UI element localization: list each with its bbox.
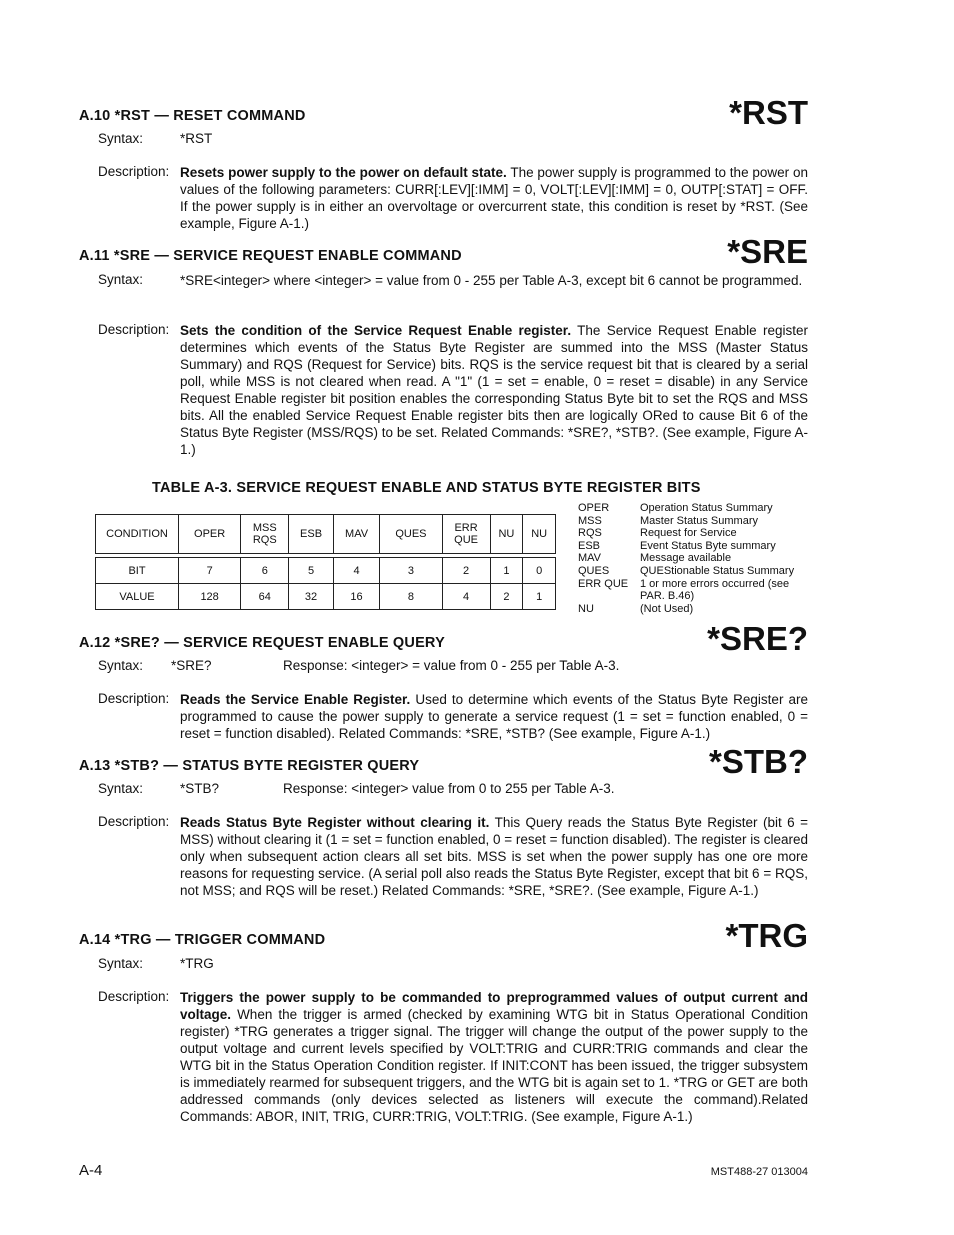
syntax-value: *SRE? bbox=[171, 658, 212, 673]
document-id: MST488-27 013004 bbox=[710, 1166, 808, 1178]
table-header-row bbox=[96, 515, 556, 554]
description-body: Used to determine which events of the Status Byte Register are programmed to cause the power supply to generate a service request (1 = set = function enabled, 0 = reset = function disabled). Related Commands: *SRE, *STB? (See example, Figure A-1.) bbox=[180, 692, 808, 741]
description-text bbox=[180, 164, 808, 232]
legend-key: MSS bbox=[578, 514, 602, 527]
section-heading-stb: A.13 *STB? — STATUS BYTE REGISTER QUERY bbox=[79, 758, 420, 774]
legend-key: ESB bbox=[578, 539, 601, 552]
description-text bbox=[180, 814, 808, 899]
legend-item bbox=[578, 515, 820, 528]
table-cell: CONDITION bbox=[96, 515, 179, 554]
command-title-trg: *TRG bbox=[725, 917, 808, 954]
section-heading-sre: A.11 *SRE — SERVICE REQUEST ENABLE COMMAND bbox=[79, 248, 462, 264]
legend-item bbox=[578, 552, 820, 565]
table-cell: QUES bbox=[380, 515, 442, 554]
syntax-value: *SRE<integer> where <integer> = value from 0 - 255 per Table A-3, except bit 6 cannot be programmed. bbox=[180, 273, 803, 288]
table-cell: 16 bbox=[333, 584, 379, 610]
syntax-label: Syntax: bbox=[98, 131, 144, 146]
description-body: When the trigger is armed (checked by examining WTG bit in Status Operational Condition register) *TRG generates a trigger signal. The trigger will change the output of the power supply to the output voltage and current levels specified by VOLT:TRIG and CURR:TRIG commands and clear the WTG bit in the Status Operation Condition register. If INIT:CONT has been issued, the trigger subsystem is immediately rearmed for subsequent triggers, and the WTG bit is again set to 1. *TRG or GET are both addressed commands (only devices selected as listeners will execute the command).Related Commands: ABOR, INIT, TRIG, CURR:TRIG, VOLT:TRIG. (See example, Figure A-1.) bbox=[180, 1007, 808, 1124]
syntax-value: *TRG bbox=[180, 956, 214, 971]
syntax-response: Response: <integer> = value from 0 - 255 per Table A-3. bbox=[283, 658, 620, 673]
legend-value: 1 or more errors occurred (see PAR. B.46) bbox=[640, 577, 790, 603]
table-cell: MAV bbox=[333, 515, 379, 554]
legend-key: OPER bbox=[578, 502, 610, 514]
description-text bbox=[180, 989, 808, 1125]
legend-item bbox=[578, 527, 820, 540]
description-label: Description: bbox=[98, 691, 170, 706]
table-cell: 8 bbox=[380, 584, 442, 610]
table-cell: 5 bbox=[289, 558, 334, 584]
legend-item bbox=[578, 540, 820, 553]
page-number: A-4 bbox=[79, 1162, 103, 1179]
command-title-rst: *RST bbox=[729, 94, 808, 131]
command-title-sre: *SRE bbox=[727, 233, 808, 270]
table-cell: 2 bbox=[442, 558, 490, 584]
description-body: This Query reads the Status Byte Register (bit 6 = MSS) without clearing it (1 = set = function enabled, 0 = reset = function disabled). The register is cleared only when subsequent action clears all set bits. MSS is set when the power supply has one ore more reasons for requesting service. (A serial poll also reads the Status Byte Register, except that bit 6 = RQS, not MSS; and RQS will be reset.) Related Commands: *SRE, *SRE?. (See example, Figure A-1.) bbox=[180, 815, 808, 898]
legend-key: QUES bbox=[578, 564, 610, 577]
table-row-value bbox=[96, 584, 556, 610]
table-cell: 128 bbox=[179, 584, 241, 610]
syntax-label: Syntax: bbox=[98, 658, 144, 673]
description-label: Description: bbox=[98, 164, 170, 179]
legend-item bbox=[578, 578, 820, 603]
description-lead: Triggers the power supply to be commanded to preprogrammed values of output current and voltage. bbox=[180, 990, 808, 1022]
description-text bbox=[180, 691, 808, 742]
table-cell: 4 bbox=[442, 584, 490, 610]
register-bits-table bbox=[95, 514, 556, 610]
description-lead: Reads the Service Enable Register. bbox=[180, 692, 411, 707]
table-cell: 64 bbox=[241, 584, 289, 610]
legend-key: ERR QUE bbox=[578, 577, 629, 590]
description-label: Description: bbox=[98, 322, 170, 337]
table-cell: OPER bbox=[179, 515, 241, 554]
description-text bbox=[180, 322, 808, 458]
table-cell: ESB bbox=[289, 515, 334, 554]
legend-value: Request for Service bbox=[640, 527, 737, 540]
description-lead: Resets power supply to the power on default state. bbox=[180, 165, 507, 180]
description-body: The Service Request Enable register determines which events of the Status Byte Register are summed into the MSS (Master Status Summary) and RQS (Request for Service) bits. RQS is the service request bit that is cleared by a serial poll, while MSS is not cleared when read. A "1" (1 = set = enable, 0 = reset = disable) in any Service Request Enable register bit position enables the corresponding Status Byte bit to set the RQS and MSS bits. All the enabled Service Request Enable register bits then are logically ORed to cause Bit 6 of the Status Byte Register (MSS/RQS) to be set. Related Commands: *SRE?, *STB?. (See example, Figure A-1.) bbox=[180, 323, 809, 457]
legend-key: NU bbox=[578, 602, 594, 615]
syntax-value: *STB? bbox=[180, 781, 220, 796]
table-cell: BIT bbox=[96, 558, 179, 584]
table-cell: NU bbox=[490, 515, 523, 554]
table-cell: MSS RQS bbox=[241, 515, 289, 554]
section-heading-trg: A.14 *TRG — TRIGGER COMMAND bbox=[79, 932, 326, 948]
syntax-label: Syntax: bbox=[98, 956, 144, 971]
legend-key: MAV bbox=[578, 552, 602, 565]
table-cell: ERR QUE bbox=[442, 515, 490, 554]
table-cell: 32 bbox=[289, 584, 334, 610]
legend-item bbox=[578, 565, 820, 578]
table-cell: 1 bbox=[523, 584, 556, 610]
legend-value: (Not Used) bbox=[640, 602, 694, 615]
table-legend bbox=[578, 502, 820, 615]
table-row-bit bbox=[96, 558, 556, 584]
table-cell: NU bbox=[523, 515, 556, 554]
table-cell: VALUE bbox=[96, 584, 179, 610]
description-body: The power supply is programmed to the power on values of the following parameters: CURR[:LEV][:IMM] = 0, VOLT[:LEV][:IMM] = 0, OUTP[:STAT] = OFF. If the power supply is in either an overvoltage or overcurrent state, this condition is reset by *RST. (See example, Figure A-1.) bbox=[180, 165, 808, 231]
legend-key: RQS bbox=[578, 527, 602, 540]
table-cell: 6 bbox=[241, 558, 289, 584]
table-title: TABLE A-3. SERVICE REQUEST ENABLE AND STATUS BYTE REGISTER BITS bbox=[152, 480, 701, 496]
description-lead: Reads Status Byte Register without clearing it. bbox=[180, 815, 490, 830]
section-heading-sreq: A.12 *SRE? — SERVICE REQUEST ENABLE QUERY bbox=[79, 635, 445, 651]
legend-value: Master Status Summary bbox=[640, 514, 758, 527]
legend-item bbox=[578, 502, 820, 515]
syntax-label: Syntax: bbox=[98, 781, 144, 796]
table-cell: 3 bbox=[380, 558, 442, 584]
description-label: Description: bbox=[98, 989, 170, 1004]
command-title-sreq: *SRE? bbox=[707, 620, 808, 657]
syntax-response: Response: <integer> value from 0 to 255 per Table A-3. bbox=[283, 781, 615, 796]
description-lead: Sets the condition of the Service Request Enable register. bbox=[180, 323, 572, 338]
table-cell: 7 bbox=[179, 558, 241, 584]
syntax-value: *RST bbox=[180, 131, 213, 146]
legend-value: QUEStionable Status Summary bbox=[640, 564, 795, 577]
legend-value: Event Status Byte summary bbox=[640, 539, 776, 552]
syntax-label: Syntax: bbox=[98, 272, 144, 287]
table-cell: 4 bbox=[333, 558, 379, 584]
command-title-stb: *STB? bbox=[709, 743, 808, 780]
table-cell: 1 bbox=[490, 558, 523, 584]
table-cell: 2 bbox=[490, 584, 523, 610]
legend-item bbox=[578, 603, 820, 616]
legend-value: Message available bbox=[640, 552, 732, 565]
description-label: Description: bbox=[98, 814, 170, 829]
section-heading-rst: A.10 *RST — RESET COMMAND bbox=[79, 108, 306, 124]
table-cell: 0 bbox=[523, 558, 556, 584]
legend-value: Operation Status Summary bbox=[640, 502, 773, 514]
